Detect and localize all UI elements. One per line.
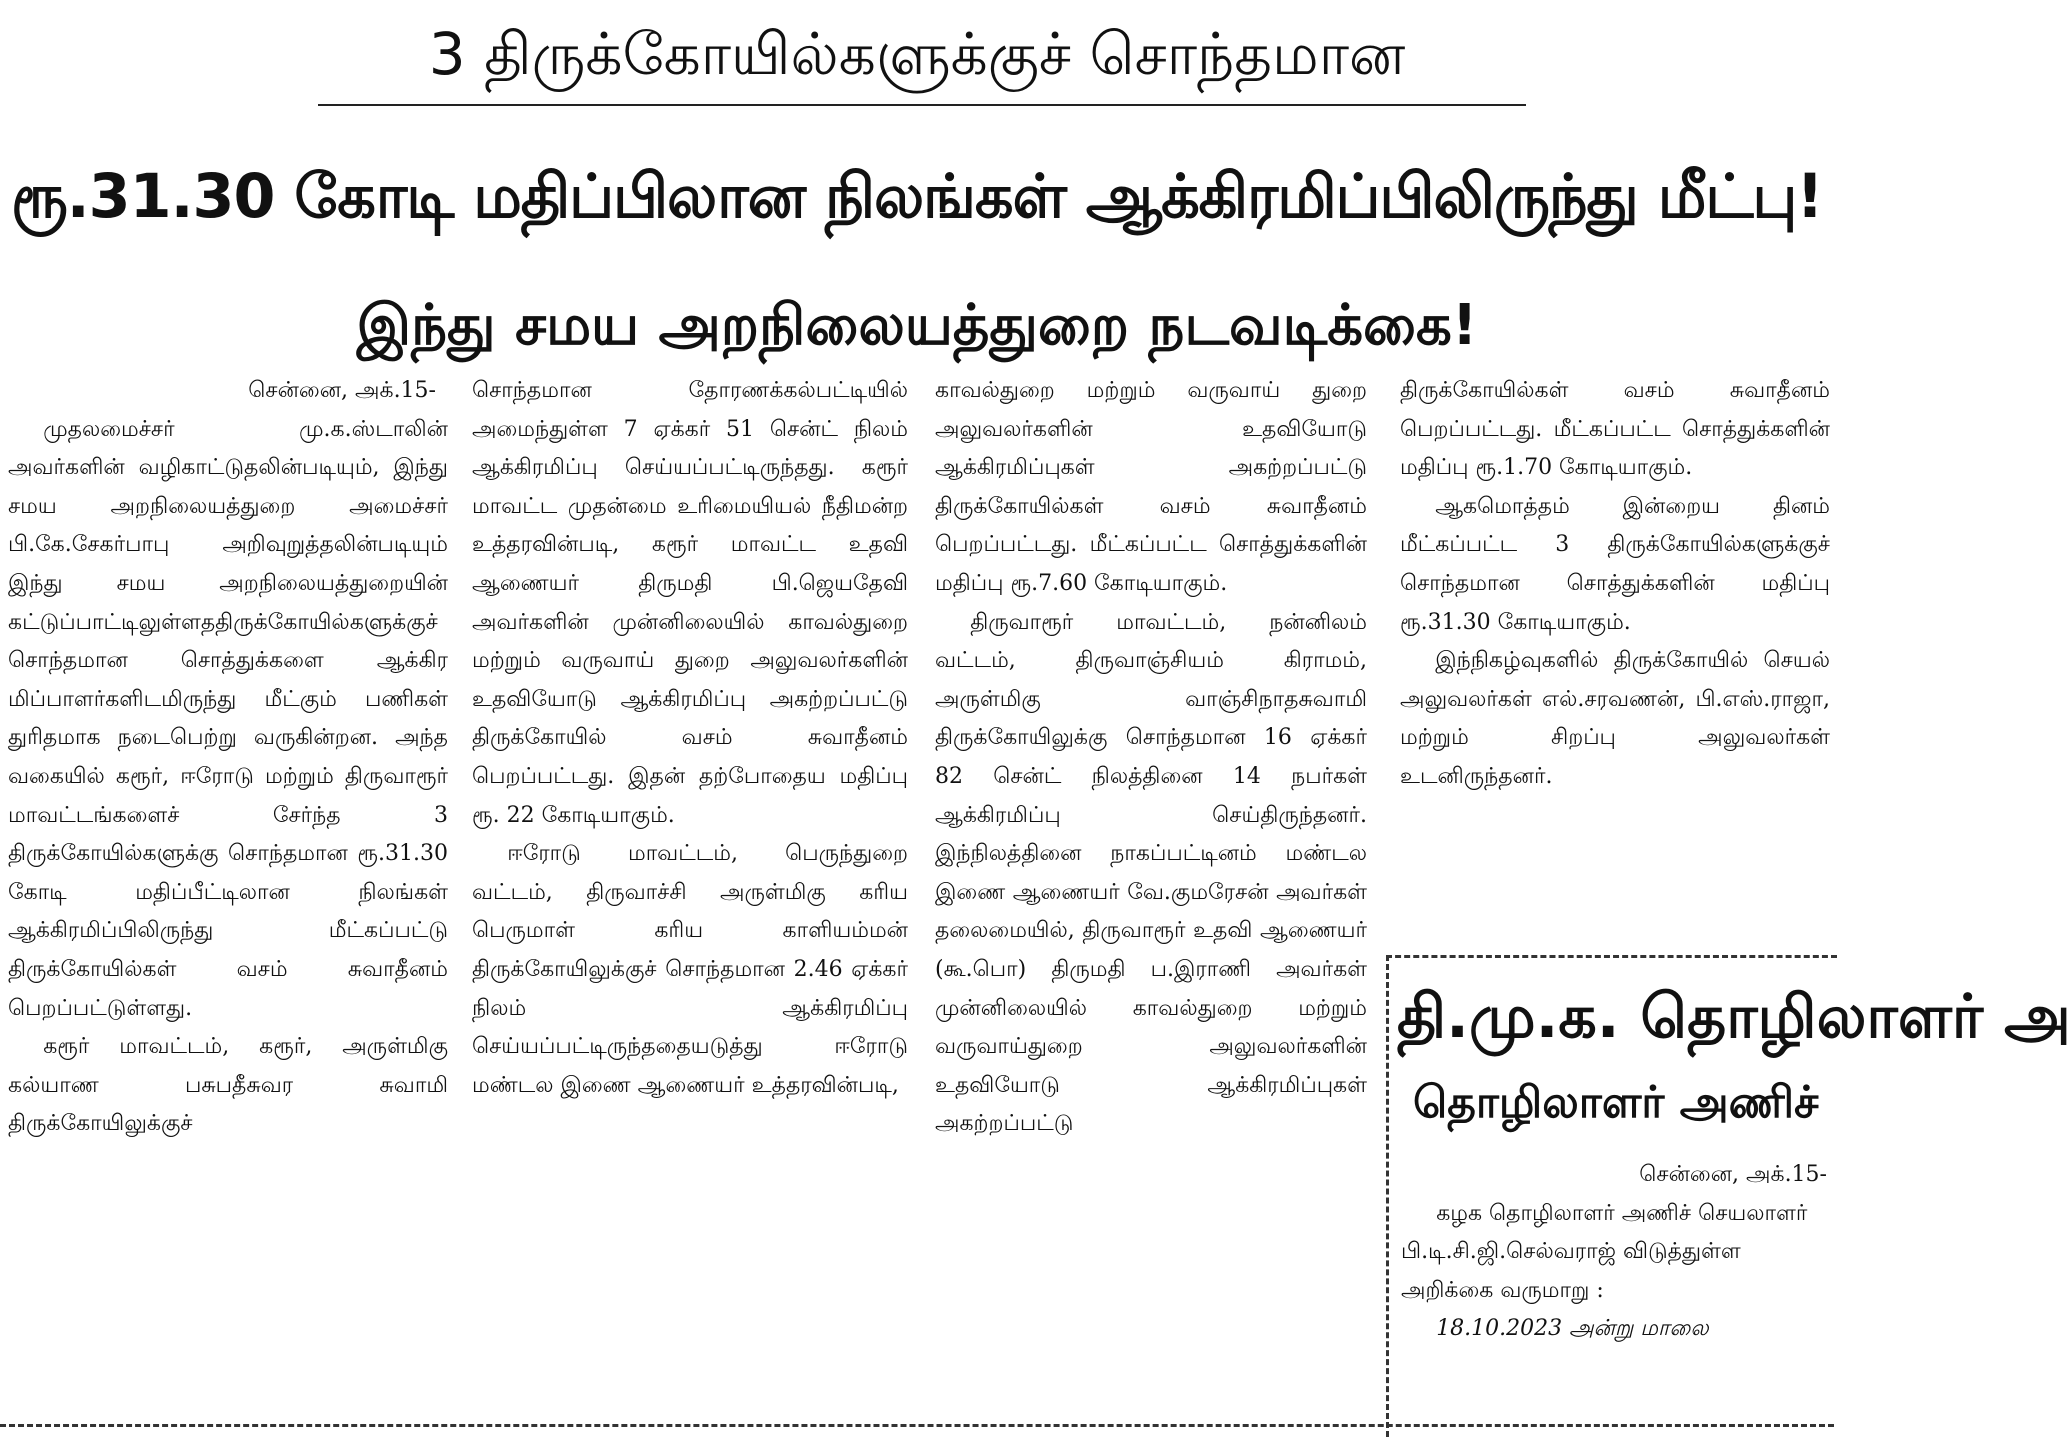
article-column-3 [935, 372, 1367, 1144]
article-dateline: சென்னை, அக்.15- [248, 378, 436, 403]
paragraph: கரூர் மாவட்டம், கரூர், அருள்மிகு கல்யாண பசுபதீசுவர சுவாமி திருக்கோயிலுக்குச் [8, 1034, 448, 1137]
paragraph: ஆகமொத்தம் இன்றைய தினம் மீட்கப்பட்ட 3 திருக்கோயில்களுக்குச் சொந்தமான சொத்துக்களின் மதிப்பு ரூ.31.30 கோடியாகும். [1400, 493, 1830, 635]
sidebar-dateline: சென்னை, அக்.15- [1639, 1162, 1827, 1187]
bottom-dashed-divider [0, 1424, 1834, 1427]
article-kicker: 3 திருக்கோயில்களுக்குச் சொந்தமான [428, 20, 1406, 88]
kicker-underline [318, 104, 1526, 106]
article-column-1 [8, 372, 448, 1144]
paragraph: சொந்தமான தோரணக்கல்பட்டியில் அமைந்துள்ள 7 ஏக்கர் 51 சென்ட் நிலம் ஆக்கிரமிப்பு செய்யப்பட்டிருந்தது. கரூர் மாவட்ட முதன்மை உரிமையியல் நீதிமன்ற உத்தரவின்படி, கரூர் மாவட்ட உதவி ஆணையர் திருமதி பி.ஜெயதேவி அவர்களின் முன்னிலையில் காவல்துறை மற்றும் வருவாய் துறை அலுவலர்களின் உதவியோடு ஆக்கிரமிப்பு அகற்றப்பட்டு திருக்கோயில் வசம் சுவாதீனம் பெறப்பட்டது. இதன் தற்போதைய மதிப்பு ரூ. 22 கோடியாகும். [472, 378, 908, 828]
paragraph: இந்நிகழ்வுகளில் திருக்கோயில் செயல் அலுவலர்கள் எல்.சரவணன், பி.எஸ்.ராஜா, மற்றும் சிறப்பு அலுவலர்கள் உடனிருந்தனர். [1400, 648, 1830, 789]
paragraph: திருவாரூர் மாவட்டம், நன்னிலம் வட்டம், திருவாஞ்சியம் கிராமம், அருள்மிகு வாஞ்சிநாதசுவாமி திருக்கோயிலுக்கு சொந்தமான 16 ஏக்கர் 82 சென்ட் நிலத்தினை 14 நபர்கள் ஆக்கிரமிப்பு செய்திருந்தனர். இந்நிலத்தினை நாகப்பட்டினம் மண்டல இணை ஆணையர் வே.குமரேசன் அவர்கள் தலைமையில், திருவாரூர் உதவி ஆணையர் (கூ.பொ) திருமதி ப.இராணி அவர்கள் முன்னிலையில் காவல்துறை மற்றும் வருவாய்துறை அலுவலர்களின் உதவியோடு ஆக்கிரமிப்புகள் அகற்றப்பட்டு [935, 609, 1367, 1137]
article-column-2 [472, 372, 908, 1105]
article-subhead: இந்து சமய அறநிலையத்துறை நடவடிக்கை! [356, 293, 1478, 358]
paragraph: காவல்துறை மற்றும் வருவாய் துறை அலுவலர்களின் உதவியோடு ஆக்கிரமிப்புகள் அகற்றப்பட்டு திருக்கோயில்கள் வசம் சுவாதீனம் பெறப்பட்டது. மீட்கப்பட்ட சொத்துக்களின் மதிப்பு ரூ.7.60 கோடியாகும். [935, 378, 1367, 596]
article-column-4 [1400, 372, 1830, 797]
paragraph: கழக தொழிலாளர் அணிச் செயலாளர் பி.டி.சி.ஜி.செல்வராஜ் விடுத்துள்ள அறிக்கை வருமாறு : [1401, 1200, 1808, 1303]
sidebar-body [1401, 1156, 1831, 1349]
paragraph: திருக்கோயில்கள் வசம் சுவாதீனம் பெறப்பட்டது. மீட்கப்பட்ட சொத்துக்களின் மதிப்பு ரூ.1.70 கோடியாகும். [1400, 378, 1830, 481]
article-headline: ரூ.31.30 கோடி மதிப்பிலான நிலங்கள் ஆக்கிரமிப்பிலிருந்து மீட்பு! [11, 162, 1823, 232]
sidebar-headline: தி.மு.க. தொழிலாளர் அ [1397, 982, 2071, 1052]
paragraph: முதலமைச்சர் மு.க.ஸ்டாலின் அவர்களின் வழிகாட்டுதலின்படியும், இந்து சமய அறநிலையத்துறை அமைச்சர் பி.கே.சேகர்பாபு அறிவுறுத்தலின்படியும் இந்து சமய அறநிலையத்துறையின் கட்டுப்பாட்டிலுள்ளததிருக்கோயில்களுக்குச் சொந்தமான சொத்துக்களை ஆக்கிர மிப்பாளர்களிடமிருந்து மீட்கும் பணிகள் துரிதமாக நடைபெற்று வருகின்றன. அந்த வகையில் கரூர், ஈரோடு மற்றும் திருவாரூர் மாவட்டங்களைச் சேர்ந்த 3 திருக்கோயில்களுக்கு சொந்தமான ரூ.31.30 கோடி மதிப்பீட்டிலான நிலங்கள் ஆக்கிரமிப்பிலிருந்து மீட்கப்பட்டு திருக்கோயில்கள் வசம் சுவாதீனம் பெறப்பட்டுள்ளது. [8, 416, 448, 1021]
article-headline-wrap [0, 118, 1834, 276]
sidebar-subhead: தொழிலாளர் அணிச் [1413, 1077, 1819, 1128]
sidebar-article-box [1386, 955, 2071, 1437]
paragraph: ஈரோடு மாவட்டம், பெருந்துறை வட்டம், திருவாச்சி அருள்மிகு கரிய பெருமாள் கரிய காளியம்மன் திருக்கோயிலுக்குச் சொந்தமான 2.46 ஏக்கர் நிலம் ஆக்கிரமிப்பு செய்யப்பட்டிருந்ததையடுத்து ஈரோடு மண்டல இணை ஆணையர் உத்தரவின்படி, [472, 841, 908, 1098]
sidebar-datetime: 18.10.2023 அன்று மாலை [1436, 1316, 1709, 1342]
